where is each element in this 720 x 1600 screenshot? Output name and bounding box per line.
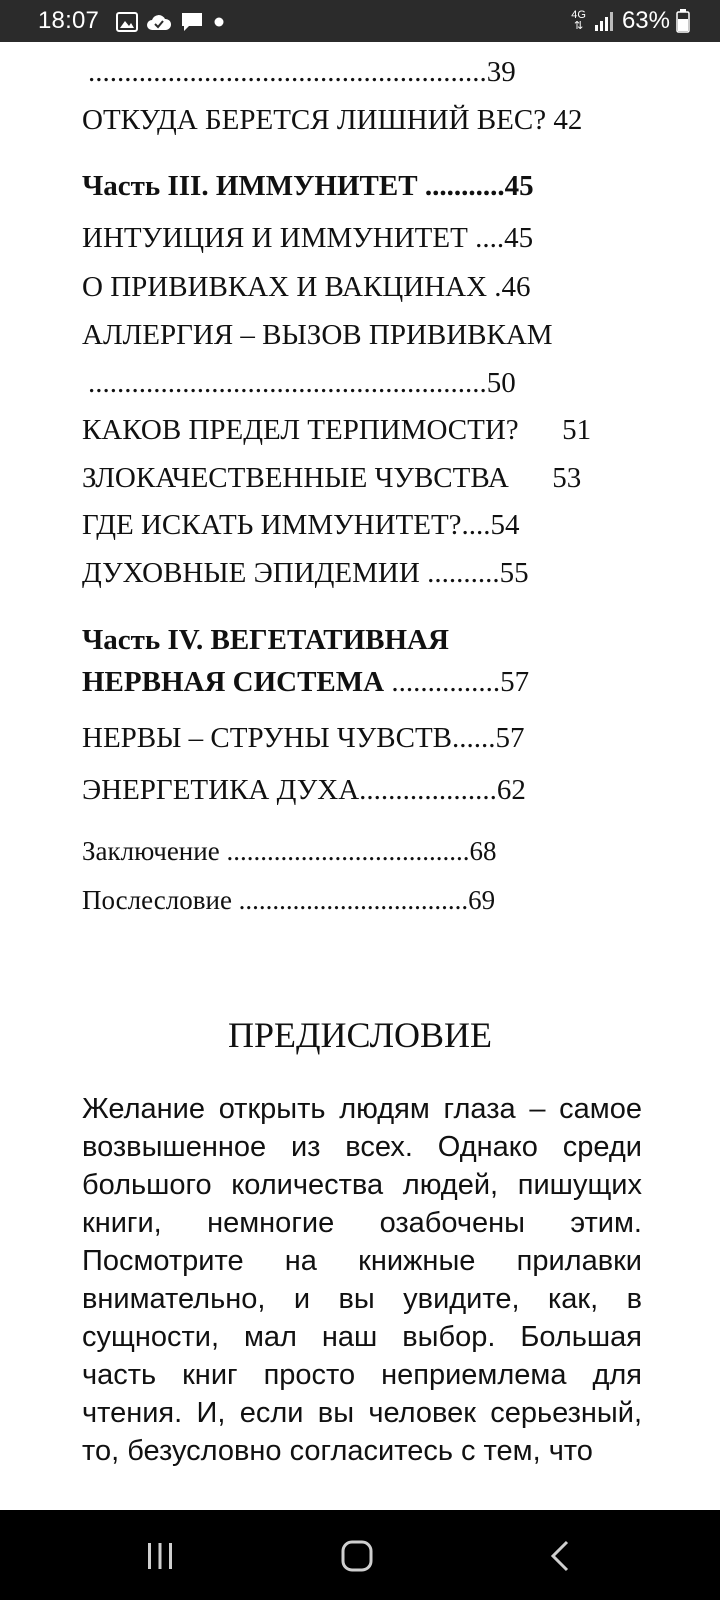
toc-item-excess-weight[interactable]: ОТКУДА БЕРЕТСЯ ЛИШНИЙ ВЕС? 42 bbox=[82, 104, 583, 136]
preface-title: ПРЕДИСЛОВИЕ bbox=[227, 1015, 493, 1055]
recent-apps-icon bbox=[143, 1541, 177, 1571]
preface-body: Желание открыть людям глаза – самое возвышенное из всех. Однако среди большого количества людей, пишущих книги, немногие озабочены этим. Посмотрите на книжные прилавки внимательно, и вы увидите, как, в сущности, мал наш выбор. Большая часть книг просто неприемлема для чтения. И, если вы человек серьезный, то, безусловно согласитесь с тем, что bbox=[82, 1093, 642, 1467]
status-bar bbox=[0, 0, 720, 42]
back-button[interactable] bbox=[540, 1536, 580, 1576]
chat-icon bbox=[180, 11, 204, 33]
toc-item-intuition[interactable]: ИНТУИЦИЯ И ИММУНИТЕТ ....45 bbox=[82, 222, 534, 254]
network-indicator bbox=[571, 10, 586, 32]
toc-part-3[interactable]: Часть III. ИММУНИТЕТ ...........45 bbox=[82, 170, 534, 202]
signal-icon bbox=[594, 10, 616, 32]
toc-item-malignant[interactable]: ЗЛОКАЧЕСТВЕННЫЕ ЧУВСТВА 53 bbox=[82, 462, 582, 494]
navigation-bar bbox=[0, 1510, 720, 1600]
toc-conclusion[interactable]: Заключение ....................................68 bbox=[82, 836, 497, 866]
network-type: 4G bbox=[571, 9, 586, 21]
toc-afterword[interactable]: Послесловие ..................................69 bbox=[82, 885, 496, 915]
toc-part-4-line2[interactable] bbox=[82, 666, 529, 699]
toc-part-4-line1[interactable]: Часть IV. ВЕГЕТАТИВНАЯ bbox=[82, 624, 449, 656]
toc-item-vaccines[interactable]: О ПРИВИВКАХ И ВАКЦИНАХ .46 bbox=[82, 271, 531, 303]
recent-apps-button[interactable] bbox=[140, 1536, 180, 1576]
toc-item-energy[interactable]: ЭНЕРГЕТИКА ДУХА...................62 bbox=[82, 774, 526, 806]
reader-page[interactable] bbox=[0, 42, 720, 1510]
toc-item-epidemics[interactable]: ДУХОВНЫЕ ЭПИДЕМИИ ..........55 bbox=[82, 557, 529, 589]
home-icon bbox=[340, 1539, 374, 1573]
toc-part-4-title: НЕРВНАЯ СИСТЕМА bbox=[82, 666, 385, 698]
back-icon bbox=[545, 1539, 575, 1573]
toc-dots-50: .......................................................50 bbox=[88, 367, 516, 399]
toc-item-tolerance[interactable]: КАКОВ ПРЕДЕЛ ТЕРПИМОСТИ? 51 bbox=[82, 414, 592, 446]
status-right bbox=[571, 6, 690, 36]
dot-icon bbox=[212, 15, 226, 29]
status-time: 18:07 bbox=[38, 7, 100, 34]
toc-item-allergy[interactable]: АЛЛЕРГИЯ – ВЫЗОВ ПРИВИВКАМ bbox=[82, 319, 553, 351]
notification-icons bbox=[116, 10, 226, 34]
toc-part-4-dots: ...............57 bbox=[384, 666, 530, 698]
toc-dots-39: .......................................................39 bbox=[88, 56, 516, 88]
data-arrows-icon: ⇅ bbox=[574, 20, 584, 32]
home-button[interactable] bbox=[337, 1536, 377, 1576]
toc-item-nerves[interactable]: НЕРВЫ – СТРУНЫ ЧУВСТВ......57 bbox=[82, 722, 525, 754]
toc-item-where-immunity[interactable]: ГДЕ ИСКАТЬ ИММУНИТЕТ?....54 bbox=[82, 509, 520, 541]
cloud-icon bbox=[146, 12, 172, 32]
battery-icon bbox=[676, 9, 690, 33]
gallery-icon bbox=[116, 12, 138, 32]
battery-percentage: 63% bbox=[621, 7, 670, 34]
